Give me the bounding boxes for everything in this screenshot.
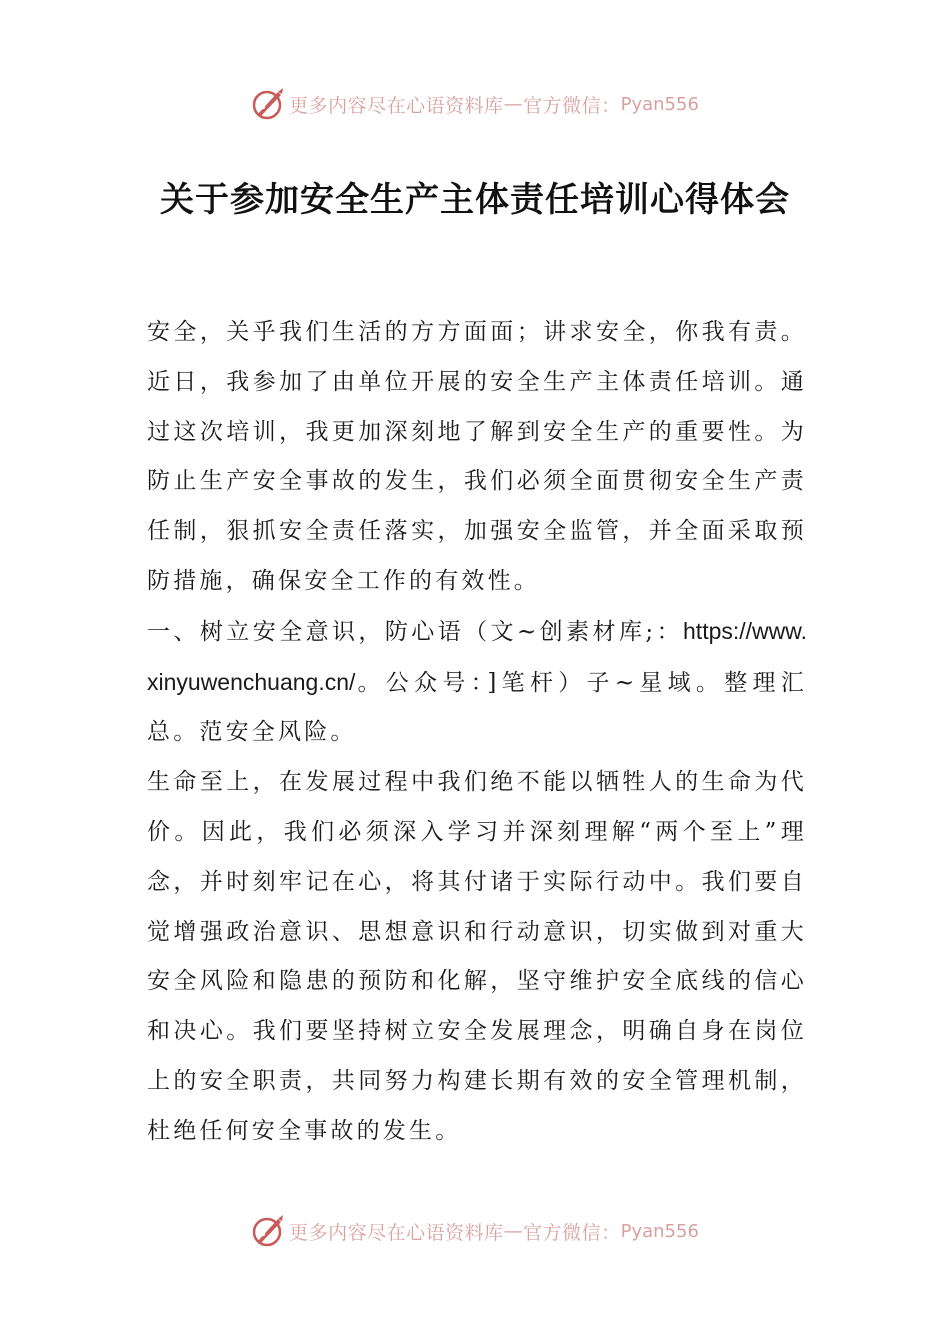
- watermark-separator: —: [503, 93, 524, 115]
- watermark-footer: [0, 1211, 950, 1251]
- section-heading-1: [147, 607, 807, 758]
- section-heading-1-text: 一、树立安全意识，防心语（文~创素材库;：: [147, 618, 684, 645]
- watermark-official: 官方微信：: [523, 94, 621, 117]
- paragraph-life-first: 生命至上，在发展过程中我们绝不能以牺牲人的生命为代价。因此，我们必须深入学习并深刻理解“两个至上”理念，并时刻牢记在心，将其付诸于实际行动中。我们要自觉增强政治意识、思想意识和行动意识，切实做到对重大安全风险和隐患的预防和化解，坚守维护安全底线的信心和决心。我们要坚持树立安全发展理念，明确自身在岗位上的安全职责，共同努力构建长期有效的安全管理机制，杜绝任何安全事故的发生。: [147, 769, 807, 1144]
- watermark-header: [0, 84, 950, 124]
- document-body: [147, 308, 807, 1157]
- watermark-contact: Pyan556: [620, 1220, 699, 1242]
- section-heading-1-tail: 。公众号：]笔杆）子~星域。整理汇总。范安全风险。: [147, 669, 807, 746]
- watermark-contact: Pyan556: [620, 93, 699, 115]
- watermark-separator: —: [503, 1220, 524, 1242]
- paragraph-intro: 安全，关乎我们生活的方方面面；讲求安全，你我有责。近日，我参加了由单位开展的安全生产主体责任培训。通过这次培训，我更加深刻地了解到安全生产的重要性。为防止生产安全事故的发生，我们必须全面贯彻安全生产责任制，狠抓安全责任落实，加强安全监管，并全面采取预防措施，确保安全工作的有效性。: [147, 319, 807, 594]
- watermark-text: 更多内容尽在心语资料库: [289, 1221, 504, 1244]
- watermark-text: 更多内容尽在心语资料库: [289, 94, 504, 117]
- source-url-link[interactable]: https://www.xinyuwenchuang.cn/: [147, 617, 807, 695]
- quill-logo-icon: [251, 87, 285, 121]
- quill-logo-icon: [251, 1214, 285, 1248]
- watermark-official: 官方微信：: [523, 1221, 621, 1244]
- document-title: 关于参加安全生产主体责任培训心得体会: [160, 180, 790, 220]
